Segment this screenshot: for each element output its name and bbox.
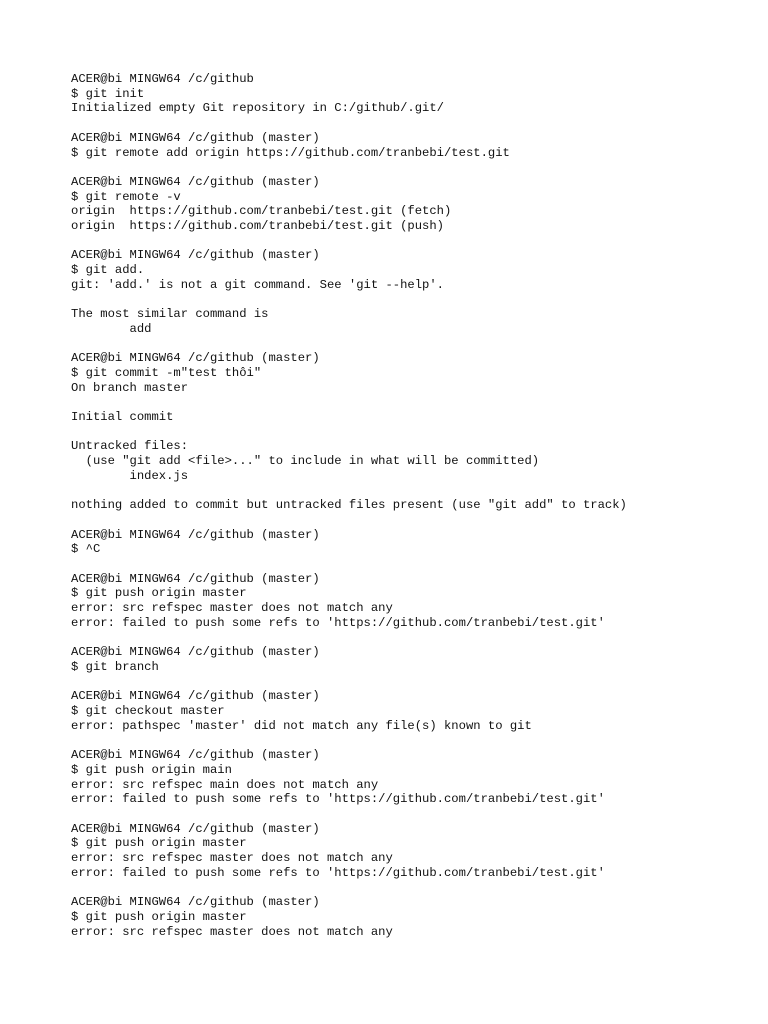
terminal-line: $ git add. (71, 263, 145, 278)
terminal-line (71, 234, 748, 249)
terminal-line: $ git push origin master (71, 586, 247, 601)
terminal-line: $ git checkout master (71, 704, 225, 719)
terminal-line: error: failed to push some refs to 'https://github.com/tranbebi/test.git' (71, 615, 605, 630)
terminal-line: The most similar command is (71, 307, 269, 322)
terminal-line: ACER@bi MINGW64 /c/github (master) (71, 689, 320, 704)
terminal-line: ACER@bi MINGW64 /c/github (master) (71, 527, 320, 542)
terminal-line (71, 425, 748, 440)
terminal-line: add (71, 321, 152, 336)
terminal-line: ACER@bi MINGW64 /c/github (master) (71, 248, 320, 263)
terminal-line: $ git init (71, 86, 145, 101)
terminal-line: ACER@bi MINGW64 /c/github (master) (71, 174, 320, 189)
terminal-line: error: pathspec 'master' did not match any file(s) known to git (71, 718, 532, 733)
terminal-line: error: src refspec main does not match any (71, 777, 379, 792)
terminal-line: $ git push origin master (71, 909, 247, 924)
terminal-line: $ ^C (71, 542, 101, 557)
terminal-log (71, 72, 748, 939)
terminal-line (71, 513, 748, 528)
terminal-line: $ git push origin master (71, 836, 247, 851)
terminal-line: On branch master (71, 380, 189, 395)
terminal-line: $ git remote add origin https://github.com/tranbebi/test.git (71, 145, 510, 160)
terminal-line: error: src refspec master does not match any (71, 924, 393, 939)
terminal-line: $ git remote -v (71, 189, 181, 204)
terminal-line: ACER@bi MINGW64 /c/github (master) (71, 351, 320, 366)
terminal-line: error: failed to push some refs to 'https://github.com/tranbebi/test.git' (71, 865, 605, 880)
terminal-line: origin https://github.com/tranbebi/test.git (fetch) (71, 204, 452, 219)
terminal-line: ACER@bi MINGW64 /c/github (master) (71, 645, 320, 660)
terminal-line (71, 733, 748, 748)
terminal-line (71, 631, 748, 646)
terminal-line: git: 'add.' is not a git command. See 'git --help'. (71, 277, 444, 292)
terminal-line (71, 395, 748, 410)
terminal-line: $ git commit -m"test thôi" (71, 365, 262, 380)
terminal-line: ACER@bi MINGW64 /c/github (master) (71, 571, 320, 586)
terminal-line: ACER@bi MINGW64 /c/github (71, 72, 254, 86)
terminal-line: error: src refspec master does not match any (71, 851, 393, 866)
terminal-line (71, 116, 748, 131)
terminal-line (71, 484, 748, 499)
terminal-line (71, 293, 748, 308)
terminal-line: ACER@bi MINGW64 /c/github (master) (71, 821, 320, 836)
terminal-line: origin https://github.com/tranbebi/test.git (push) (71, 219, 444, 233)
terminal-line: Initialized empty Git repository in C:/github/.git/ (71, 101, 444, 116)
terminal-line: Initial commit (71, 410, 174, 425)
terminal-line (71, 807, 748, 822)
terminal-line: $ git push origin main (71, 762, 232, 777)
terminal-line: Untracked files: (71, 439, 189, 454)
terminal-line (71, 337, 748, 352)
terminal-line (71, 880, 748, 895)
terminal-line (71, 160, 748, 175)
terminal-line: nothing added to commit but untracked files present (use "git add" to track) (71, 498, 627, 513)
terminal-line: ACER@bi MINGW64 /c/github (master) (71, 895, 320, 910)
terminal-line: (use "git add <file>..." to include in what will be committed) (71, 454, 540, 469)
terminal-line (71, 557, 748, 572)
terminal-line: ACER@bi MINGW64 /c/github (master) (71, 130, 320, 145)
terminal-line: error: src refspec master does not match any (71, 601, 393, 616)
terminal-line: index.js (71, 468, 189, 483)
terminal-line (71, 675, 748, 690)
terminal-line: ACER@bi MINGW64 /c/github (master) (71, 748, 320, 763)
terminal-line: $ git branch (71, 659, 159, 674)
terminal-line: error: failed to push some refs to 'https://github.com/tranbebi/test.git' (71, 792, 605, 807)
